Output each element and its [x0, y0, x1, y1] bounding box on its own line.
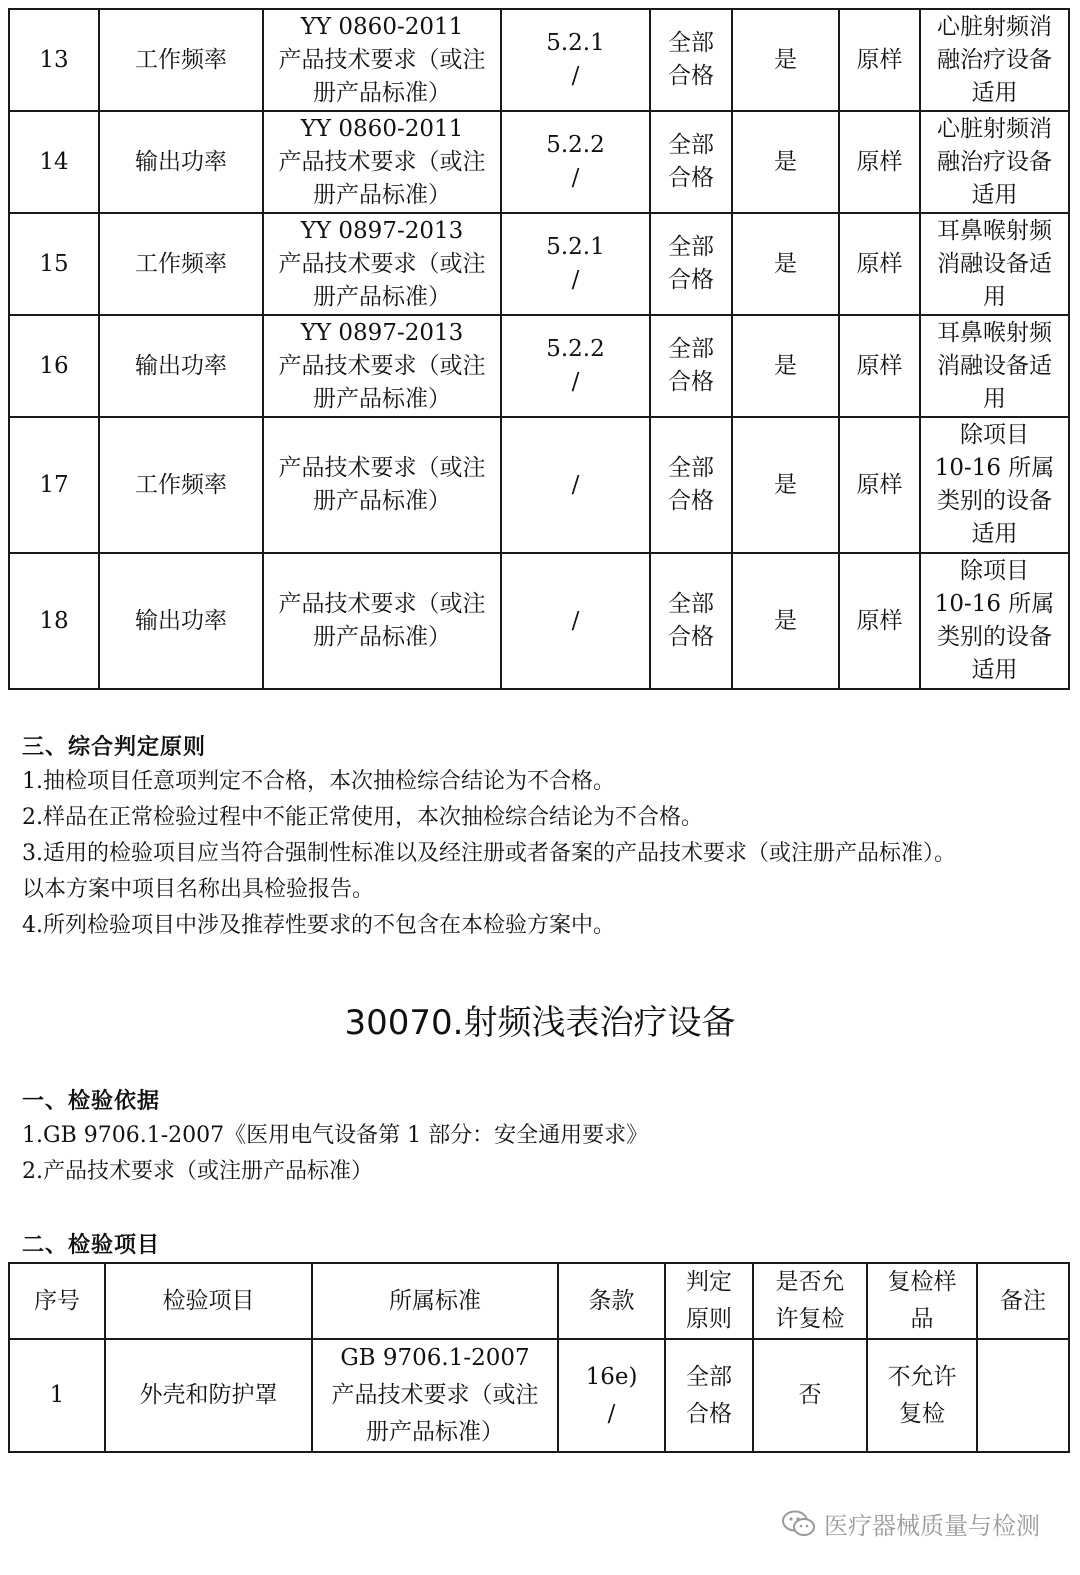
- standard-cell: 产品技术要求（或注 册产品标准）: [263, 553, 501, 689]
- clause-cell: 5.2.2 /: [501, 111, 650, 213]
- header-retest-sample: 复检样 品: [867, 1263, 977, 1339]
- retest-cell: 是: [732, 213, 839, 315]
- retest-sample-cell: 原样: [839, 417, 920, 553]
- judgment-cell: 全部 合格: [650, 315, 732, 417]
- standard-cell: YY 0860-2011 产品技术要求（或注 册产品标准）: [263, 9, 501, 111]
- inspection-items-table: [8, 1262, 1070, 1453]
- judgment-cell: 全部 合格: [650, 9, 732, 111]
- header-note: 备注: [977, 1263, 1069, 1339]
- row-number: 13: [9, 9, 99, 111]
- section-heading-items: 二、检验项目: [22, 1233, 161, 1258]
- table-row: [9, 417, 1069, 553]
- note-cell: 除项目 10-16 所属 类别的设备 适用: [920, 553, 1069, 689]
- wechat-icon: [782, 1510, 816, 1538]
- retest-sample-cell: 原样: [839, 315, 920, 417]
- standard-cell: GB 9706.1-2007 产品技术要求（或注 册产品标准）: [312, 1339, 558, 1452]
- retest-cell: 是: [732, 417, 839, 553]
- retest-cell: 否: [753, 1339, 867, 1452]
- judgment-cell: 全部 合格: [650, 417, 732, 553]
- note-cell: 耳鼻喉射频 消融设备适 用: [920, 213, 1069, 315]
- note-cell: 耳鼻喉射频 消融设备适 用: [920, 315, 1069, 417]
- table-row: [9, 1339, 1069, 1452]
- row-number: 15: [9, 213, 99, 315]
- principle-line: 1.抽检项目任意项判定不合格，本次抽检综合结论为不合格。: [22, 769, 615, 794]
- clause-cell: 5.2.1 /: [501, 213, 650, 315]
- standard-cell: 产品技术要求（或注 册产品标准）: [263, 417, 501, 553]
- table-row: [9, 315, 1069, 417]
- header-item: 检验项目: [105, 1263, 312, 1339]
- header-judgment: 判定 原则: [665, 1263, 753, 1339]
- retest-sample-cell: 原样: [839, 213, 920, 315]
- note-cell: 心脏射频消 融治疗设备 适用: [920, 111, 1069, 213]
- inspection-item: 工作频率: [99, 417, 263, 553]
- basis-line: 2.产品技术要求（或注册产品标准）: [22, 1159, 373, 1184]
- inspection-item: 输出功率: [99, 111, 263, 213]
- inspection-basis: [22, 1118, 648, 1190]
- watermark: [782, 1506, 1040, 1541]
- retest-cell: 是: [732, 9, 839, 111]
- inspection-item: 工作频率: [99, 213, 263, 315]
- row-number: 18: [9, 553, 99, 689]
- retest-sample-cell: 原样: [839, 9, 920, 111]
- principle-line: 2.样品在正常检验过程中不能正常使用，本次抽检综合结论为不合格。: [22, 805, 703, 830]
- table-header-row: [9, 1263, 1069, 1339]
- table-row: [9, 213, 1069, 315]
- note-cell: 心脏射频消 融治疗设备 适用: [920, 9, 1069, 111]
- clause-cell: 16e) /: [558, 1339, 665, 1452]
- inspection-item: 输出功率: [99, 315, 263, 417]
- standard-cell: YY 0860-2011 产品技术要求（或注 册产品标准）: [263, 111, 501, 213]
- header-number: 序号: [9, 1263, 105, 1339]
- inspection-table-continued: [8, 8, 1070, 690]
- retest-cell: 是: [732, 315, 839, 417]
- header-retest: 是否允 许复检: [753, 1263, 867, 1339]
- inspection-item: 外壳和防护罩: [105, 1339, 312, 1452]
- judgment-cell: 全部 合格: [650, 553, 732, 689]
- row-number: 14: [9, 111, 99, 213]
- section-heading-judgment: 三、综合判定原则: [22, 735, 207, 760]
- note-cell: [977, 1339, 1069, 1452]
- row-number: 16: [9, 315, 99, 417]
- clause-cell: 5.2.1 /: [501, 9, 650, 111]
- row-number: 1: [9, 1339, 105, 1452]
- table-row: [9, 9, 1069, 111]
- watermark-text: 医疗器械质量与检测: [824, 1512, 1040, 1540]
- clause-cell: /: [501, 553, 650, 689]
- retest-cell: 是: [732, 553, 839, 689]
- standard-cell: YY 0897-2013 产品技术要求（或注 册产品标准）: [263, 315, 501, 417]
- judgment-cell: 全部 合格: [650, 213, 732, 315]
- clause-cell: 5.2.2 /: [501, 315, 650, 417]
- header-standard: 所属标准: [312, 1263, 558, 1339]
- header-clause: 条款: [558, 1263, 665, 1339]
- basis-line: 1.GB 9706.1-2007《医用电气设备第 1 部分：安全通用要求》: [22, 1123, 649, 1148]
- document-title: 30070.射频浅表治疗设备: [344, 1003, 736, 1043]
- note-cell: 除项目 10-16 所属 类别的设备 适用: [920, 417, 1069, 553]
- table-row: [9, 553, 1069, 689]
- retest-sample-cell: 原样: [839, 553, 920, 689]
- inspection-item: 工作频率: [99, 9, 263, 111]
- judgment-cell: 全部 合格: [650, 111, 732, 213]
- retest-sample-cell: 原样: [839, 111, 920, 213]
- standard-cell: YY 0897-2013 产品技术要求（或注 册产品标准）: [263, 213, 501, 315]
- principle-line: 4.所列检验项目中涉及推荐性要求的不包含在本检验方案中。: [22, 913, 615, 938]
- row-number: 17: [9, 417, 99, 553]
- retest-sample-cell: 不允许 复检: [867, 1339, 977, 1452]
- retest-cell: 是: [732, 111, 839, 213]
- table-row: [9, 111, 1069, 213]
- judgment-principles: [22, 764, 956, 944]
- clause-cell: /: [501, 417, 650, 553]
- principle-line: 3.适用的检验项目应当符合强制性标准以及经注册或者备案的产品技术要求（或注册产品标准）。: [22, 841, 956, 866]
- judgment-cell: 全部 合格: [665, 1339, 753, 1452]
- principle-line: 以本方案中项目名称出具检验报告。: [22, 877, 375, 902]
- inspection-item: 输出功率: [99, 553, 263, 689]
- section-heading-basis: 一、检验依据: [22, 1089, 161, 1114]
